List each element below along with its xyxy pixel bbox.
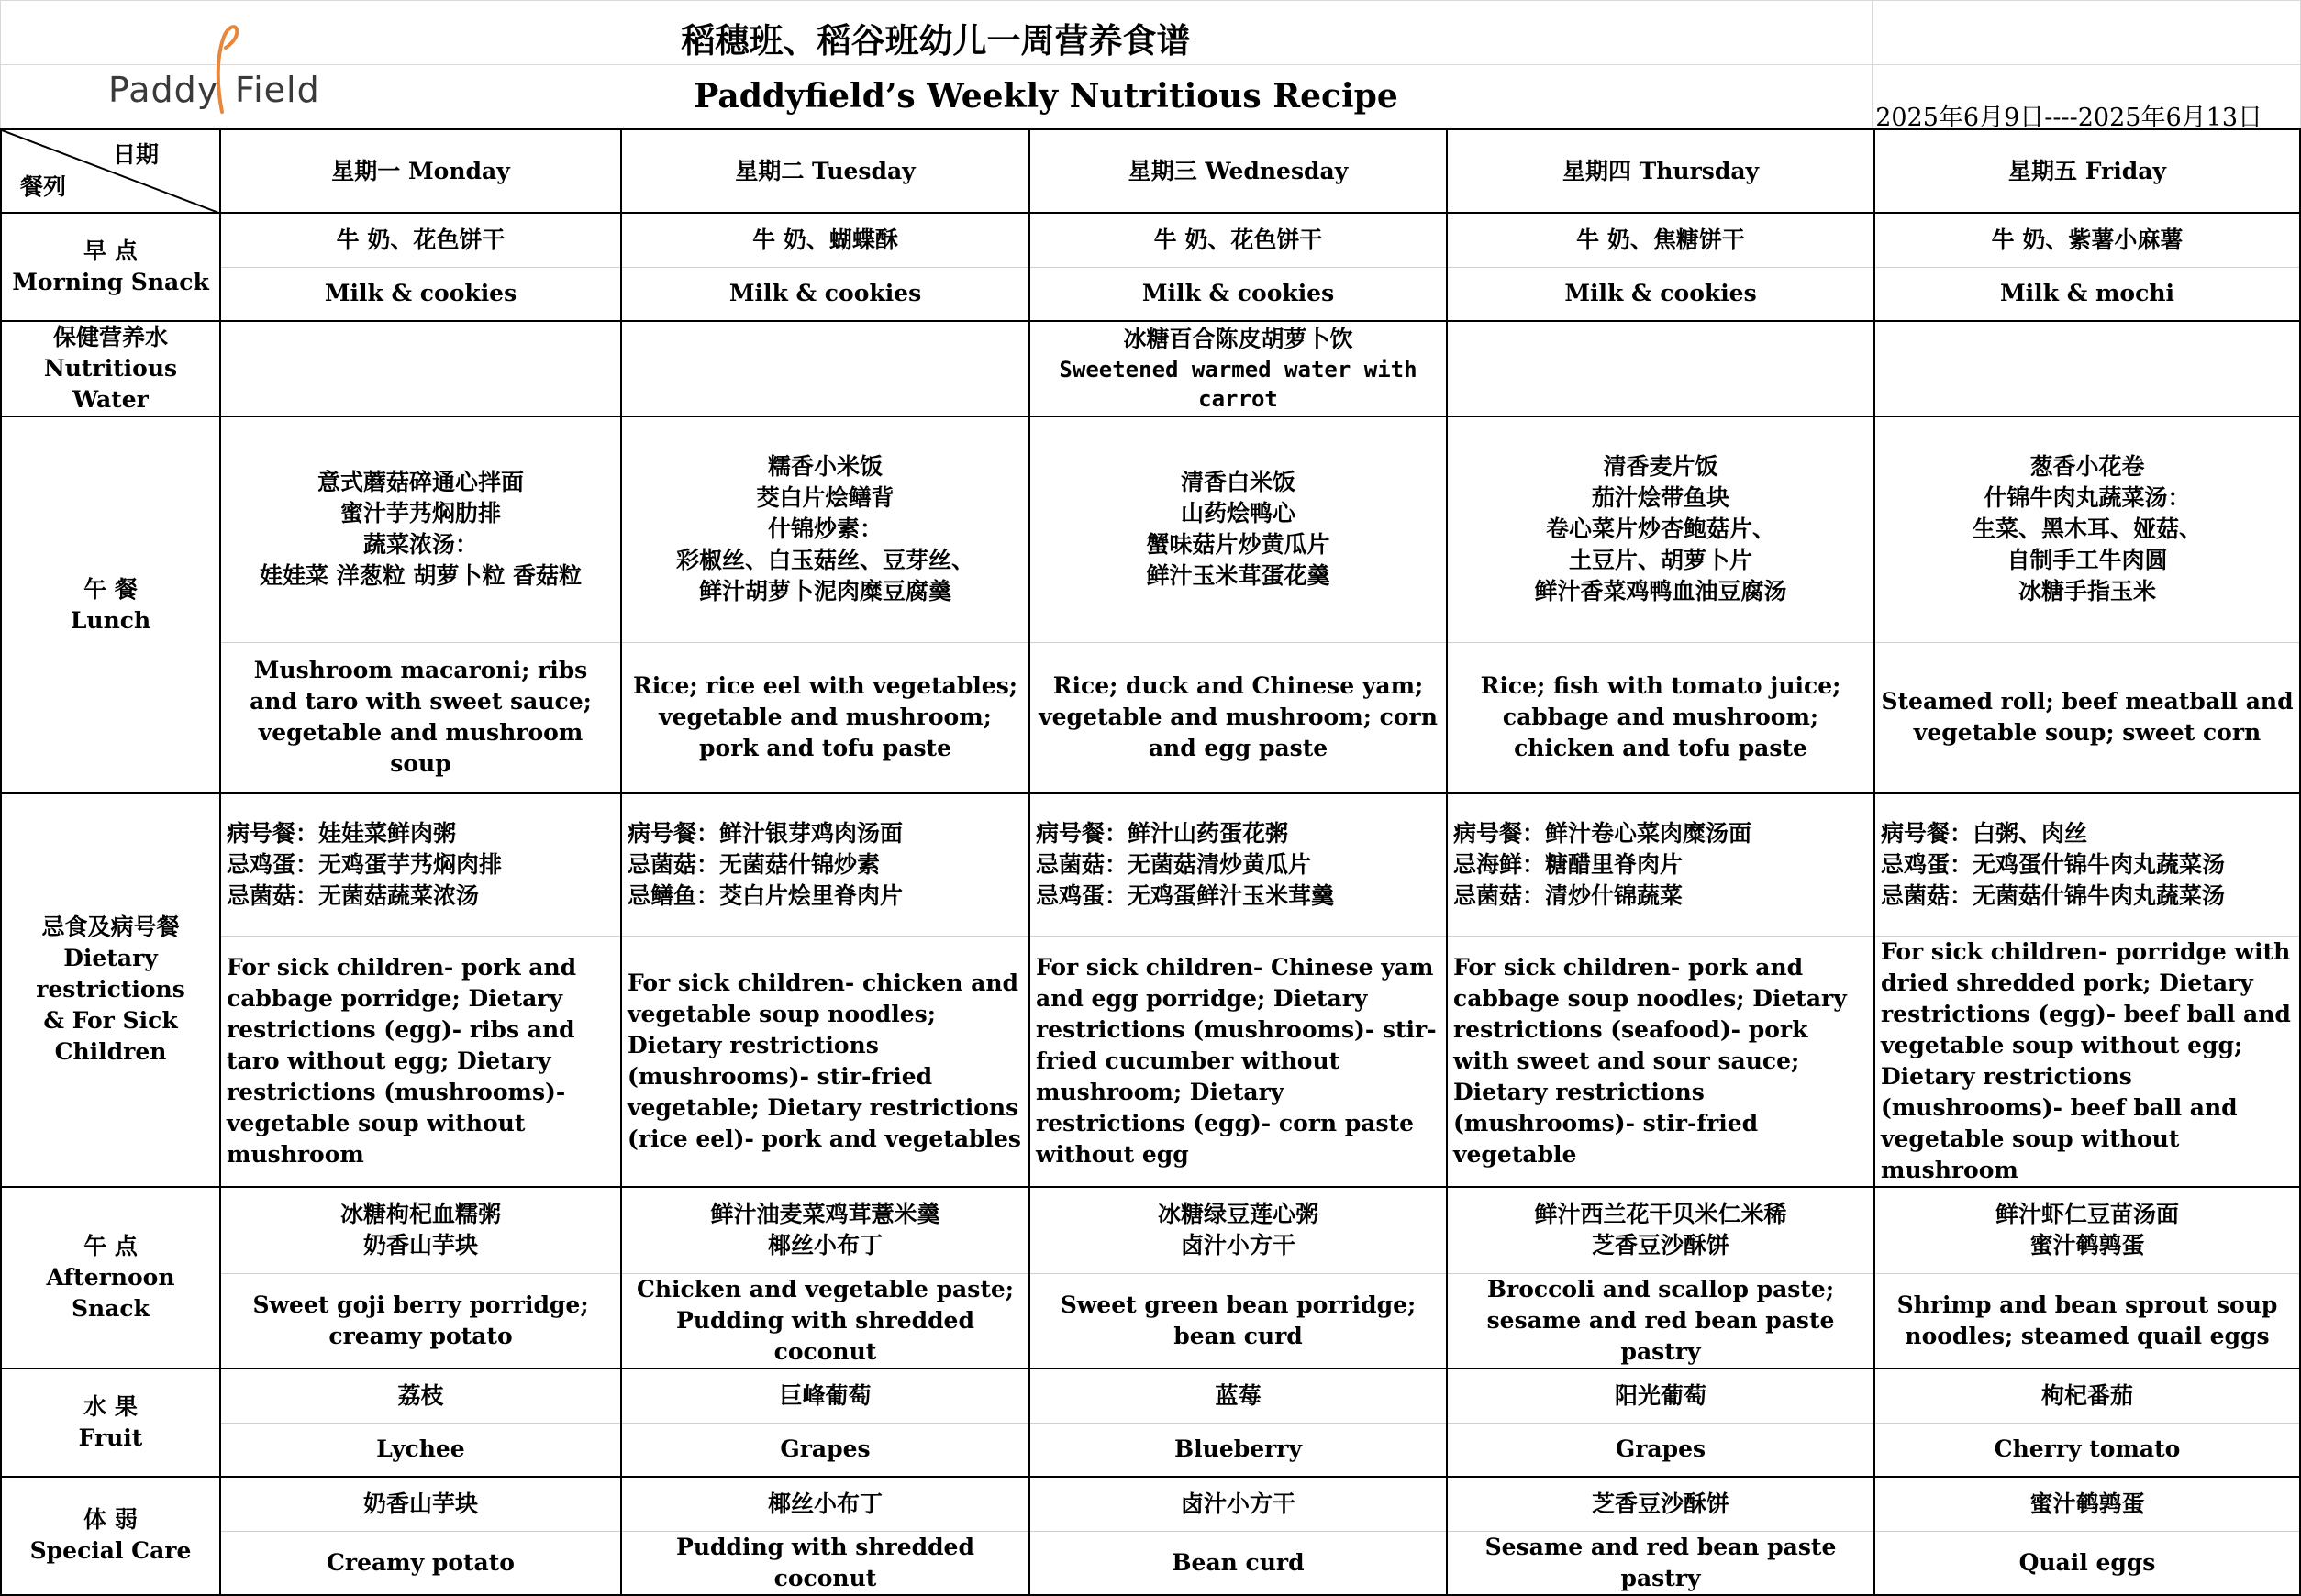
afternoon-en-fri: Shrimp and bean sprout soup noodles; steamed quail eggs: [1874, 1274, 2300, 1369]
dish-line: 彩椒丝、白玉菇丝、豆芽丝、: [675, 547, 974, 574]
care-en-tue: Pudding with shredded coconut: [621, 1531, 1029, 1595]
dish-line: 鲜汁胡萝卜泥肉糜豆腐羹: [698, 578, 951, 605]
care-cn-wed: 卤汁小方干: [1029, 1477, 1447, 1531]
category-afternoon-snack: [1, 1187, 220, 1369]
diet-cn-mon: [220, 793, 621, 936]
day-tuesday: 星期二 Tuesday: [621, 129, 1029, 213]
dish-line: 清香白米饭: [1180, 469, 1295, 496]
snack-line: 蜜汁鹌鹑蛋: [2029, 1232, 2145, 1259]
category-label-en: Fruit: [78, 1424, 143, 1451]
snack-line: 奶香山芋块: [362, 1232, 478, 1259]
water-wed-cn: 冰糖百合陈皮胡萝卜饮: [1123, 326, 1353, 352]
dish-line: 自制手工牛肉圆: [2006, 547, 2168, 574]
afternoon-en-wed: Sweet green bean porridge; bean curd: [1029, 1274, 1447, 1369]
snack-line: 冰糖枸杞血糯粥: [339, 1201, 501, 1228]
diet-line: 忌鸡蛋：无鸡蛋什锦牛肉丸蔬菜汤: [1881, 850, 2226, 878]
dish-line: 茭白片烩鳝背: [756, 484, 895, 512]
care-en-mon: Creamy potato: [220, 1531, 621, 1595]
morning-en-thu: Milk & cookies: [1447, 267, 1874, 321]
nutritious-water-row: [1, 321, 2300, 416]
diet-cn-fri: [1874, 793, 2300, 936]
category-label-en: Special Care: [29, 1537, 192, 1565]
snack-line: 卤汁小方干: [1180, 1232, 1295, 1259]
category-label-cn: 午 点: [83, 1232, 138, 1259]
diet-line: 病号餐：鲜汁山药蛋花粥: [1036, 819, 1289, 847]
fruit-en-tue: Grapes: [621, 1423, 1029, 1477]
afternoon-cn-wed: [1029, 1187, 1447, 1274]
morning-en-wed: Milk & cookies: [1029, 267, 1447, 321]
fruit-en-thu: Grapes: [1447, 1423, 1874, 1477]
logo-text-field: Field: [235, 70, 320, 110]
fruit-en-wed: Blueberry: [1029, 1423, 1447, 1477]
morning-en-mon: Milk & cookies: [220, 267, 621, 321]
dish-line: 冰糖手指玉米: [2018, 578, 2156, 605]
care-cn-thu: 芝香豆沙酥饼: [1447, 1477, 1874, 1531]
category-label-cn: 体 弱: [83, 1506, 138, 1534]
logo-text-paddy: Paddy: [108, 70, 219, 110]
fruit-cn-mon: 荔枝: [220, 1369, 621, 1423]
diet-line: 忌鸡蛋：无鸡蛋鲜汁玉米茸羹: [1036, 881, 1335, 909]
fruit-en-fri: Cherry tomato: [1874, 1423, 2300, 1477]
lunch-en-mon: Mushroom macaroni; ribs and taro with sweet sauce; vegetable and mushroom soup: [220, 642, 621, 793]
dish-line: 鲜汁香菜鸡鸭血油豆腐汤: [1534, 578, 1787, 605]
water-mon: [220, 321, 621, 416]
care-cn-mon: 奶香山芋块: [220, 1477, 621, 1531]
dish-line: 什锦牛肉丸蔬菜汤：: [1984, 484, 2191, 512]
day-friday: 星期五 Friday: [1874, 129, 2300, 213]
morning-snack-row-cn: [1, 213, 2300, 267]
date-range: 2025年6月9日----2025年6月13日: [1875, 104, 2262, 132]
category-lunch: [1, 416, 220, 793]
water-tue: [621, 321, 1029, 416]
lunch-cn-fri: [1874, 416, 2300, 642]
afternoon-en-mon: Sweet goji berry porridge; creamy potato: [220, 1274, 621, 1369]
dish-line: 卷心菜片炒杏鲍菇片、: [1545, 515, 1775, 543]
morning-cn-thu: 牛 奶、焦糖饼干: [1447, 213, 1874, 267]
water-wed: [1029, 321, 1447, 416]
day-thursday: 星期四 Thursday: [1447, 129, 1874, 213]
fruit-row-en: [1, 1423, 2300, 1477]
dish-line: 蜜汁芋艿焖肋排: [339, 500, 501, 527]
diet-en-tue: For sick children- chicken and vegetable soup noodles; Dietary restrictions (mushrooms)- stir-fried vegetable; Dietary restrictions (rice eel)- pork and vegetables: [621, 936, 1029, 1187]
morning-cn-fri: 牛 奶、紫薯小麻薯: [1874, 213, 2300, 267]
lunch-cn-thu: [1447, 416, 1874, 642]
water-thu: [1447, 321, 1874, 416]
afternoon-cn-thu: [1447, 1187, 1874, 1274]
care-cn-tue: 椰丝小布丁: [621, 1477, 1029, 1531]
dish-line: 糯香小米饭: [767, 453, 883, 481]
diet-line: 忌鳝鱼：茭白片烩里脊肉片: [628, 881, 904, 909]
dish-line: 意式蘑菇碎通心拌面: [317, 469, 524, 496]
diet-cn-thu: [1447, 793, 1874, 936]
diet-line: 忌菌菇：无菌菇什锦牛肉丸蔬菜汤: [1881, 881, 2226, 909]
fruit-cn-thu: 阳光葡萄: [1447, 1369, 1874, 1423]
diet-en-thu: For sick children- pork and cabbage soup noodles; Dietary restrictions (seafood)- pork with sweet and sour sauce; Dietary restrictions (mushrooms)- stir-fried vegetable: [1447, 936, 1874, 1187]
dish-line: 山药烩鸭心: [1180, 500, 1295, 527]
dish-line: 土豆片、胡萝卜片: [1568, 547, 1752, 574]
lunch-cn-tue: [621, 416, 1029, 642]
weekly-menu-table: [0, 128, 2301, 1596]
care-row-cn: [1, 1477, 2300, 1531]
snack-line: 冰糖绿豆莲心粥: [1157, 1201, 1318, 1228]
day-monday: 星期一 Monday: [220, 129, 621, 213]
dish-line: 蟹味菇片炒黄瓜片: [1146, 531, 1330, 559]
morning-en-fri: Milk & mochi: [1874, 267, 2300, 321]
lunch-en-tue: Rice; rice eel with vegetables; vegetable and mushroom; pork and tofu paste: [621, 642, 1029, 793]
afternoon-en-tue: Chicken and vegetable paste; Pudding with shredded coconut: [621, 1274, 1029, 1369]
category-label-en: Dietary restrictions: [36, 945, 185, 1003]
fruit-cn-fri: 枸杞番茄: [1874, 1369, 2300, 1423]
dish-line: 蔬菜浓汤：: [362, 531, 478, 559]
diet-en-fri: For sick children- porridge with dried shredded pork; Dietary restrictions (egg)- beef ball and vegetable soup without egg; Dietary restrictions (mushrooms)- beef ball and vegetable soup without mushroom: [1874, 936, 2300, 1187]
dish-line: 茄汁烩带鱼块: [1591, 484, 1729, 512]
dish-line: 鲜汁玉米茸蛋花羹: [1146, 562, 1330, 590]
snack-line: 椰丝小布丁: [767, 1232, 883, 1259]
header-top-border: [0, 0, 2301, 1]
category-label-en: Nutritious Water: [43, 355, 178, 413]
dish-line: 娃娃菜 洋葱粒 胡萝卜粒 香菇粒: [259, 562, 583, 590]
diet-line: 病号餐：娃娃菜鲜肉粥: [227, 819, 457, 847]
lunch-en-fri: Steamed roll; beef meatball and vegetable soup; sweet corn: [1874, 642, 2300, 793]
care-en-fri: Quail eggs: [1874, 1531, 2300, 1595]
corner-label-meal: 餐列: [20, 173, 67, 200]
category-label-cn: 午 餐: [83, 575, 138, 603]
snack-line: 芝香豆沙酥饼: [1591, 1232, 1729, 1259]
category-label-en: Afternoon Snack: [46, 1263, 175, 1322]
diet-line: 病号餐：鲜汁卷心菜肉糜汤面: [1453, 819, 1752, 847]
diet-line: 忌菌菇：无菌菇清炒黄瓜片: [1036, 850, 1312, 878]
diet-line: 忌鸡蛋：无鸡蛋芋艿焖肉排: [227, 850, 503, 878]
category-fruit: [1, 1369, 220, 1477]
corner-label-date: 日期: [112, 141, 159, 168]
care-en-thu: Sesame and red bean paste pastry: [1447, 1531, 1874, 1595]
lunch-row-en: [1, 642, 2300, 793]
page-title-cn: 稻穗班、稻谷班幼儿一周营养食谱: [681, 20, 1191, 61]
care-cn-fri: 蜜汁鹌鹑蛋: [1874, 1477, 2300, 1531]
dish-line: 什锦炒素：: [767, 515, 883, 543]
category-label-cn: 保健营养水: [52, 324, 168, 350]
diet-line: 忌菌菇：无菌菇蔬菜浓汤: [227, 881, 480, 909]
diet-line: 病号餐：鲜汁银芽鸡肉汤面: [628, 819, 904, 847]
category-dietary-restrictions: [1, 793, 220, 1187]
page-title-en: Paddyfield’s Weekly Nutritious Recipe: [694, 77, 1398, 116]
care-en-wed: Bean curd: [1029, 1531, 1447, 1595]
category-label-en: & For Sick: [43, 1007, 178, 1035]
morning-cn-mon: 牛 奶、花色饼干: [220, 213, 621, 267]
category-special-care: [1, 1477, 220, 1595]
fruit-cn-tue: 巨峰葡萄: [621, 1369, 1029, 1423]
day-wednesday: 星期三 Wednesday: [1029, 129, 1447, 213]
snack-line: 鲜汁油麦菜鸡茸薏米羹: [710, 1201, 940, 1228]
lunch-cn-mon: [220, 416, 621, 642]
dish-line: 清香麦片饭: [1603, 453, 1718, 481]
water-wed-en-line1: Sweetened warmed water with: [1059, 357, 1417, 382]
water-fri: [1874, 321, 2300, 416]
afternoon-cn-tue: [621, 1187, 1029, 1274]
dish-line: 生菜、黑木耳、娅菇、: [1972, 515, 2202, 543]
diet-line: 忌菌菇：清炒什锦蔬菜: [1453, 881, 1684, 909]
category-label-cn: 早 点: [83, 238, 138, 264]
category-nutritious-water: [1, 321, 220, 416]
lunch-cn-wed: [1029, 416, 1447, 642]
lunch-row-cn: [1, 416, 2300, 642]
diet-en-mon: For sick children- pork and cabbage porridge; Dietary restrictions (egg)- ribs and taro without egg; Dietary restrictions (mushrooms)- vegetable soup without mushroom: [220, 936, 621, 1187]
lunch-en-thu: Rice; fish with tomato juice; cabbage and mushroom; chicken and tofu paste: [1447, 642, 1874, 793]
afternoon-cn-fri: [1874, 1187, 2300, 1274]
afternoon-row-en: [1, 1274, 2300, 1369]
afternoon-cn-mon: [220, 1187, 621, 1274]
category-morning-snack: [1, 213, 220, 321]
diet-en-wed: For sick children- Chinese yam and egg porridge; Dietary restrictions (mushrooms)- stir-fried cucumber without mushroom; Dietary restrictions (egg)- corn paste without egg: [1029, 936, 1447, 1187]
category-label-en: Children: [54, 1038, 167, 1066]
morning-snack-row-en: [1, 267, 2300, 321]
diet-line: 病号餐：白粥、肉丝: [1881, 819, 2088, 847]
morning-en-tue: Milk & cookies: [621, 267, 1029, 321]
fruit-en-mon: Lychee: [220, 1423, 621, 1477]
dish-line: 葱香小花卷: [2029, 453, 2145, 481]
diet-line: 忌菌菇：无菌菇什锦炒素: [628, 850, 881, 878]
fruit-row-cn: [1, 1369, 2300, 1423]
afternoon-en-thu: Broccoli and scallop paste; sesame and red bean paste pastry: [1447, 1274, 1874, 1369]
morning-cn-tue: 牛 奶、蝴蝶酥: [621, 213, 1029, 267]
diet-cn-tue: [621, 793, 1029, 936]
category-label-cn: 忌食及病号餐: [41, 914, 180, 941]
afternoon-row-cn: [1, 1187, 2300, 1274]
header: [0, 0, 2301, 132]
lunch-en-wed: Rice; duck and Chinese yam; vegetable and mushroom; corn and egg paste: [1029, 642, 1447, 793]
fruit-cn-wed: 蓝莓: [1029, 1369, 1447, 1423]
category-label-cn: 水 果: [83, 1393, 138, 1420]
diet-row-cn: [1, 793, 2300, 936]
morning-cn-wed: 牛 奶、花色饼干: [1029, 213, 1447, 267]
care-row-en: [1, 1531, 2300, 1595]
diet-line: 忌海鲜：糖醋里脊肉片: [1453, 850, 1684, 878]
snack-line: 鲜汁虾仁豆苗汤面: [1995, 1201, 2179, 1228]
diet-row-en: [1, 936, 2300, 1187]
water-wed-en-line2: carrot: [1198, 386, 1278, 412]
corner-cell: [1, 129, 220, 213]
category-label-en: Lunch: [70, 606, 151, 634]
category-label-en: Morning Snack: [12, 269, 209, 295]
diet-cn-wed: [1029, 793, 1447, 936]
day-header-row: [1, 129, 2300, 213]
snack-line: 鲜汁西兰花干贝米仁米稀: [1534, 1201, 1787, 1228]
